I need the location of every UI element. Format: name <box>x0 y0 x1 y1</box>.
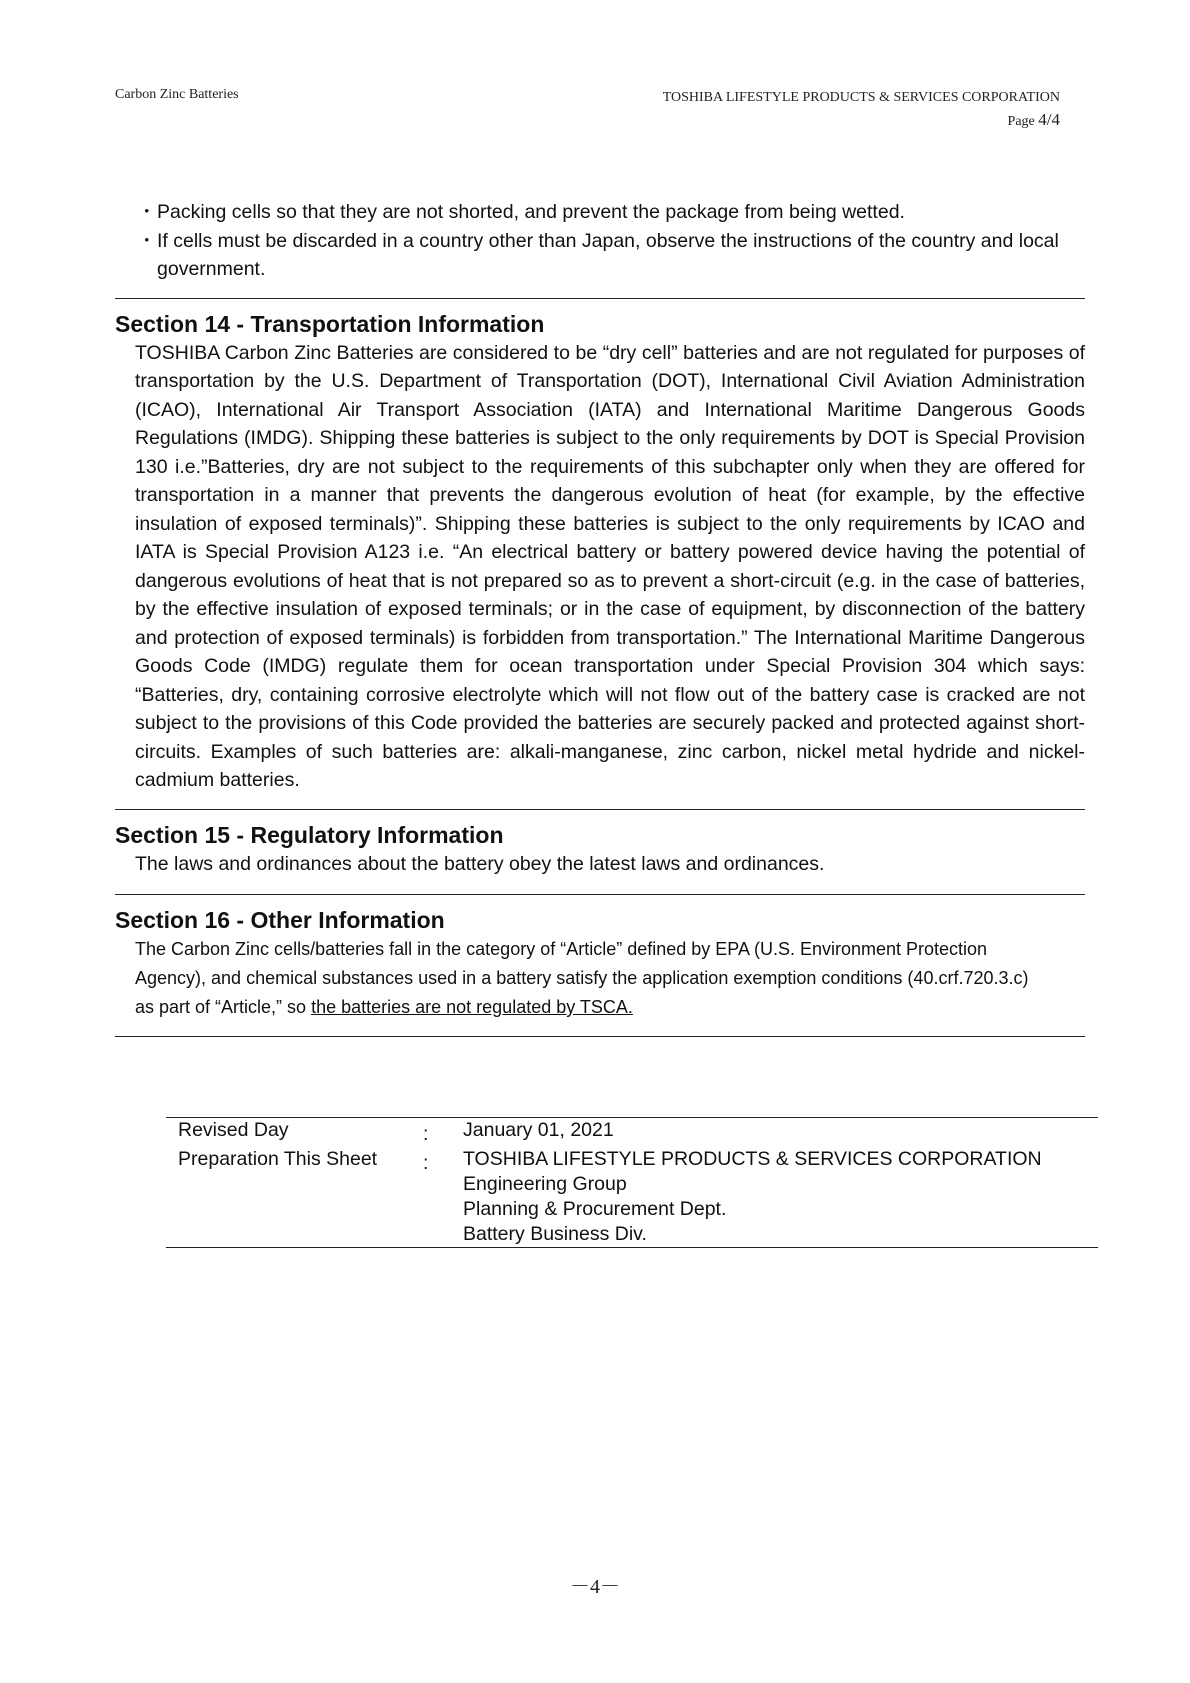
section-14-body: TOSHIBA Carbon Zinc Batteries are considered to be “dry cell” batteries and are not regulated for purposes of transportation by the U.S. Department of Transportation (DOT), International Civil Aviation Administration (ICAO), International Air Transport Association (IATA) and International Maritime Dangerous Goods Regulations (IMDG). Shipping these batteries is subject to the only requirements by DOT is Special Provision 130 i.e.”Batteries, dry are not subject to the requirements of this subchapter only when they are offered for transportation in a manner that prevents the dangerous evolution of heat (for example, by the effective insulation of exposed terminals)”. Shipping these batteries is subject to the only requirements by ICAO and IATA is Special Provision A123 i.e. “An electrical battery or battery powered device having the potential of dangerous evolutions of heat that is not prepared so as to prevent a short-circuit (e.g. in the case of batteries, by the effective insulation of exposed terminals; or in the case of equipment, by disconnection of the battery and protection of exposed terminals) is forbidden from transportation.” The International Maritime Dangerous Goods Code (IMDG) regulate them for ocean transportation under Special Provision 304 which says: “Batteries, dry, containing corrosive electrolyte which will not flow out of the battery case is cracked are not subject to the provisions of this Code provided the batteries are securely packed and protected against short-circuits. Examples of such batteries are: alkali-manganese, zinc carbon, nickel metal hydride and nickel-cadmium batteries. <box>135 341 1085 791</box>
preparation-value: TOSHIBA LIFESTYLE PRODUCTS & SERVICES CORPORATION Engineering Group Planning & Procurement Dept. Battery Business Div. <box>463 1148 1042 1245</box>
page-footer-number: －4－ <box>570 1576 620 1598</box>
section-divider <box>115 809 1085 810</box>
bullet-item <box>115 198 1085 227</box>
header-page-indicator: Page 4/4 <box>1007 110 1060 129</box>
revision-table <box>166 1118 1042 1247</box>
preparation-row <box>166 1147 1042 1247</box>
bullet-mark: ・ <box>137 201 157 223</box>
revision-bottom-rule <box>166 1247 1098 1248</box>
revision-block <box>166 1117 1098 1248</box>
revised-day-row <box>166 1118 1042 1147</box>
preparation-colon: : <box>423 1152 429 1174</box>
revised-day-colon: : <box>423 1123 429 1145</box>
section-divider <box>115 1036 1085 1037</box>
bullet-text: Packing cells so that they are not shorted, and prevent the package from being wetted. <box>157 201 905 223</box>
section-divider <box>115 894 1085 895</box>
section-16-title: Section 16 - Other Information <box>115 907 445 933</box>
main-content <box>115 198 1085 1037</box>
revised-day-value: January 01, 2021 <box>463 1119 614 1141</box>
bullet-mark: ・ <box>137 229 157 252</box>
preparation-label: Preparation This Sheet <box>178 1148 378 1170</box>
section-16-body: The Carbon Zinc cells/batteries fall in the category of “Article” defined by EPA (U.S. Environment Protection Agency), and chemical substances used in a battery satisfy the application exemption conditions (40.crf.720.3.c) as part of “Article,” so the batteries are not regulated by TSCA. <box>135 939 1029 1017</box>
header-page-number: 4/4 <box>1038 110 1060 129</box>
header-document-title: Carbon Zinc Batteries <box>115 87 239 102</box>
bullet-item <box>115 227 1085 284</box>
header-company <box>663 87 1060 133</box>
bullet-text: If cells must be discarded in a country other than Japan, observe the instructions of the country and local government. <box>157 229 1059 280</box>
section-divider <box>115 298 1085 299</box>
section-14-title: Section 14 - Transportation Information <box>115 310 545 337</box>
section-15-body: The laws and ordinances about the battery obey the latest laws and ordinances. <box>135 852 825 875</box>
tsca-note: the batteries are not regulated by TSCA. <box>311 997 633 1017</box>
revised-day-label: Revised Day <box>178 1119 289 1141</box>
section-15-title: Section 15 - Regulatory Information <box>115 821 504 848</box>
header-company-name: TOSHIBA LIFESTYLE PRODUCTS & SERVICES CORPORATION <box>662 90 1060 105</box>
